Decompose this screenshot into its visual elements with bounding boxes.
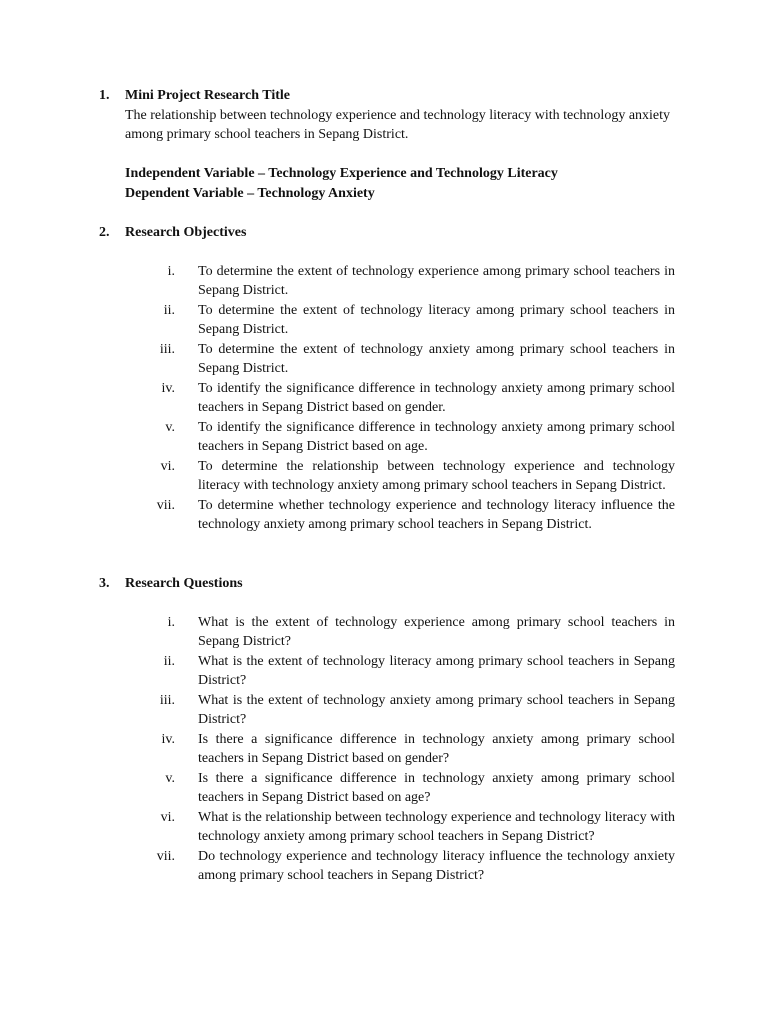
list-item-number: i.	[167, 263, 175, 279]
list-item	[125, 769, 675, 808]
spacer	[0, 203, 768, 223]
list-item-text: What is the extent of technology literacy among primary school teachers in Sepang District?	[198, 653, 675, 688]
list-item	[125, 691, 675, 730]
spacer	[0, 535, 768, 574]
variables-block	[125, 164, 675, 203]
list-item-text: To determine the extent of technology literacy among primary school teachers in Sepang District.	[198, 302, 675, 337]
list-item	[125, 301, 675, 340]
list-item-text: To identify the significance difference in technology anxiety among primary school teachers in Sepang District based on age.	[198, 419, 675, 454]
document-page	[0, 86, 768, 886]
list-item-text: To identify the significance difference in technology anxiety among primary school teachers in Sepang District based on gender.	[198, 380, 675, 415]
section-number: 3.	[99, 575, 110, 591]
section-body	[125, 223, 675, 535]
list-item-number: vii.	[156, 848, 175, 864]
list-item-number: ii.	[163, 302, 175, 318]
list-item	[125, 379, 675, 418]
list-item-number: vi.	[160, 809, 175, 825]
list-item	[125, 418, 675, 457]
list-item-text: To determine the extent of technology anxiety among primary school teachers in Sepang District.	[198, 341, 675, 376]
list-item-number: v.	[165, 419, 175, 435]
list-item-text: Is there a significance difference in technology anxiety among primary school teachers in Sepang District based on age?	[198, 770, 675, 805]
section-heading: Mini Project Research Title	[125, 88, 290, 103]
section-research-title	[99, 86, 675, 203]
section-number: 2.	[99, 224, 110, 240]
section-body	[125, 86, 675, 203]
section-research-questions	[99, 574, 675, 886]
list-item	[125, 340, 675, 379]
objectives-list	[125, 262, 675, 535]
list-item	[125, 847, 675, 886]
section-research-objectives	[99, 223, 675, 535]
list-item-number: iii.	[159, 341, 175, 357]
list-item-text: What is the extent of technology experience among primary school teachers in Sepang District?	[198, 614, 675, 649]
list-item-text: To determine the extent of technology experience among primary school teachers in Sepang District.	[198, 263, 675, 298]
independent-variable: Independent Variable – Technology Experience and Technology Literacy	[125, 166, 558, 181]
list-item-number: vii.	[156, 497, 175, 513]
list-item	[125, 262, 675, 301]
questions-list	[125, 613, 675, 886]
research-title-text: The relationship between technology experience and technology literacy with technology anxiety among primary school teachers in Sepang District.	[125, 107, 671, 142]
list-item-number: iv.	[161, 731, 175, 747]
list-item-number: vi.	[160, 458, 175, 474]
list-item	[125, 457, 675, 496]
list-item-text: What is the relationship between technology experience and technology literacy with technology anxiety among primary school teachers in Sepang District?	[198, 809, 675, 844]
list-item-number: v.	[165, 770, 175, 786]
list-item	[125, 652, 675, 691]
section-heading: Research Questions	[125, 575, 243, 591]
section-heading: Research Objectives	[125, 224, 247, 240]
list-item-text: What is the extent of technology anxiety among primary school teachers in Sepang District?	[198, 692, 675, 727]
list-item	[125, 730, 675, 769]
section-number: 1.	[99, 88, 110, 103]
list-item-number: iii.	[159, 692, 175, 708]
list-item-number: ii.	[163, 653, 175, 669]
list-item	[125, 496, 675, 535]
list-item-text: Is there a significance difference in technology anxiety among primary school teachers in Sepang District based on gender?	[198, 731, 675, 766]
list-item-number: iv.	[161, 380, 175, 396]
list-item	[125, 613, 675, 652]
dependent-variable: Dependent Variable – Technology Anxiety	[125, 185, 375, 201]
list-item-number: i.	[167, 614, 175, 630]
list-item	[125, 808, 675, 847]
list-item-text: Do technology experience and technology literacy influence the technology anxiety among primary school teachers in Sepang District?	[198, 848, 675, 883]
list-item-text: To determine whether technology experience and technology literacy influence the technology anxiety among primary school teachers in Sepang District.	[198, 497, 675, 532]
list-item-text: To determine the relationship between technology experience and technology literacy with technology anxiety among primary school teachers in Sepang District.	[198, 458, 675, 493]
section-body	[125, 574, 675, 886]
